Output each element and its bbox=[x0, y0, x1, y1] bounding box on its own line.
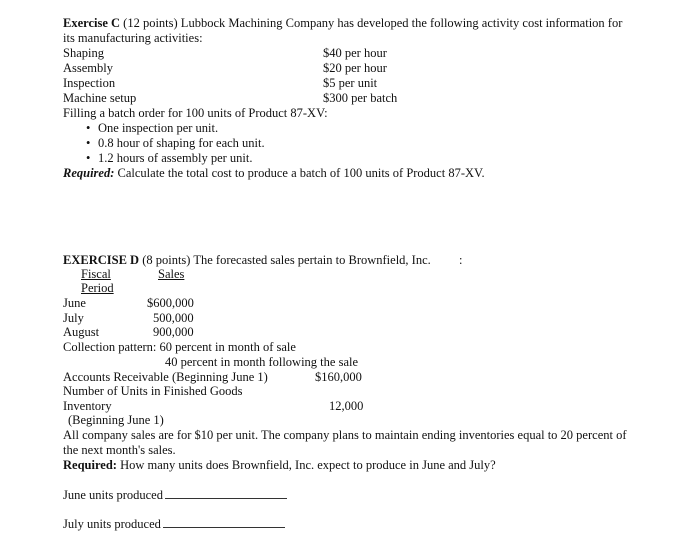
exercise-c-intro-text: (12 points) Lubbock Machining Company has developed the following activity cost information for bbox=[120, 16, 623, 30]
june-answer-line bbox=[63, 487, 287, 503]
sales-june: $600,000 bbox=[147, 296, 194, 310]
activity-name-machine-setup: Machine setup bbox=[63, 91, 137, 105]
column-header-fiscal: Fiscal bbox=[81, 267, 111, 281]
activity-name-inspection: Inspection bbox=[63, 76, 116, 90]
bullet-item: • One inspection per unit. bbox=[86, 121, 218, 136]
stray-colon: : bbox=[459, 253, 463, 267]
activity-name-assembly: Assembly bbox=[63, 61, 113, 75]
exercise-c-intro bbox=[63, 16, 622, 31]
june-answer-label: June units produced bbox=[63, 488, 163, 502]
exercise-d-intro-text: (8 points) The forecasted sales pertain to Brownfield, Inc. bbox=[139, 253, 431, 267]
exercise-d-intro bbox=[63, 253, 431, 268]
inventory-label: Inventory bbox=[63, 399, 112, 413]
beginning-june-label: (Beginning June 1) bbox=[68, 413, 164, 427]
collection-pattern-line2: 40 percent in month following the sale bbox=[165, 355, 359, 369]
activity-rate-shaping: $40 per hour bbox=[323, 46, 387, 60]
accounts-receivable-value: $160,000 bbox=[315, 370, 362, 384]
activity-rate-machine-setup: $300 per batch bbox=[323, 91, 398, 105]
required-label: Required: bbox=[63, 166, 115, 180]
sales-july: 500,000 bbox=[153, 311, 194, 325]
exercise-c-title: Exercise C bbox=[63, 16, 121, 30]
column-header-sales: Sales bbox=[158, 267, 185, 281]
bullet-item: • 1.2 hours of assembly per unit. bbox=[86, 151, 253, 166]
july-answer-line bbox=[63, 516, 285, 532]
finished-goods-label: Number of Units in Finished Goods bbox=[63, 384, 243, 398]
column-header-period: Period bbox=[81, 281, 114, 295]
required-text: How many units does Brownfield, Inc. expect to produce in June and July? bbox=[116, 458, 496, 472]
sales-august: 900,000 bbox=[153, 325, 194, 339]
july-answer-blank[interactable] bbox=[163, 516, 285, 528]
activity-rate-assembly: $20 per hour bbox=[323, 61, 387, 75]
exercise-c-intro-line2: its manufacturing activities: bbox=[63, 31, 203, 45]
policy-line2: the next month's sales. bbox=[63, 443, 176, 457]
batch-intro: Filling a batch order for 100 units of Product 87-XV: bbox=[63, 106, 328, 120]
month-july: July bbox=[63, 311, 84, 325]
required-text: Calculate the total cost to produce a batch of 100 units of Product 87-XV. bbox=[114, 166, 485, 180]
july-answer-label: July units produced bbox=[63, 517, 161, 531]
exercise-c-required bbox=[63, 166, 485, 181]
month-june: June bbox=[63, 296, 86, 310]
activity-name-shaping: Shaping bbox=[63, 46, 104, 60]
month-august: August bbox=[63, 325, 100, 339]
bullet-item: • 0.8 hour of shaping for each unit. bbox=[86, 136, 265, 151]
collection-pattern-line1: Collection pattern: 60 percent in month of sale bbox=[63, 340, 296, 354]
activity-rate-inspection: $5 per unit bbox=[323, 76, 378, 90]
policy-line1: All company sales are for $10 per unit. The company plans to maintain ending inventories equal to 20 percent of bbox=[63, 428, 627, 442]
exercise-d-required bbox=[63, 458, 496, 473]
required-label: Required: bbox=[63, 458, 117, 472]
inventory-value: 12,000 bbox=[329, 399, 364, 413]
exercise-d-title: EXERCISE D bbox=[63, 253, 140, 267]
june-answer-blank[interactable] bbox=[165, 487, 287, 499]
accounts-receivable-label: Accounts Receivable (Beginning June 1) bbox=[63, 370, 268, 384]
